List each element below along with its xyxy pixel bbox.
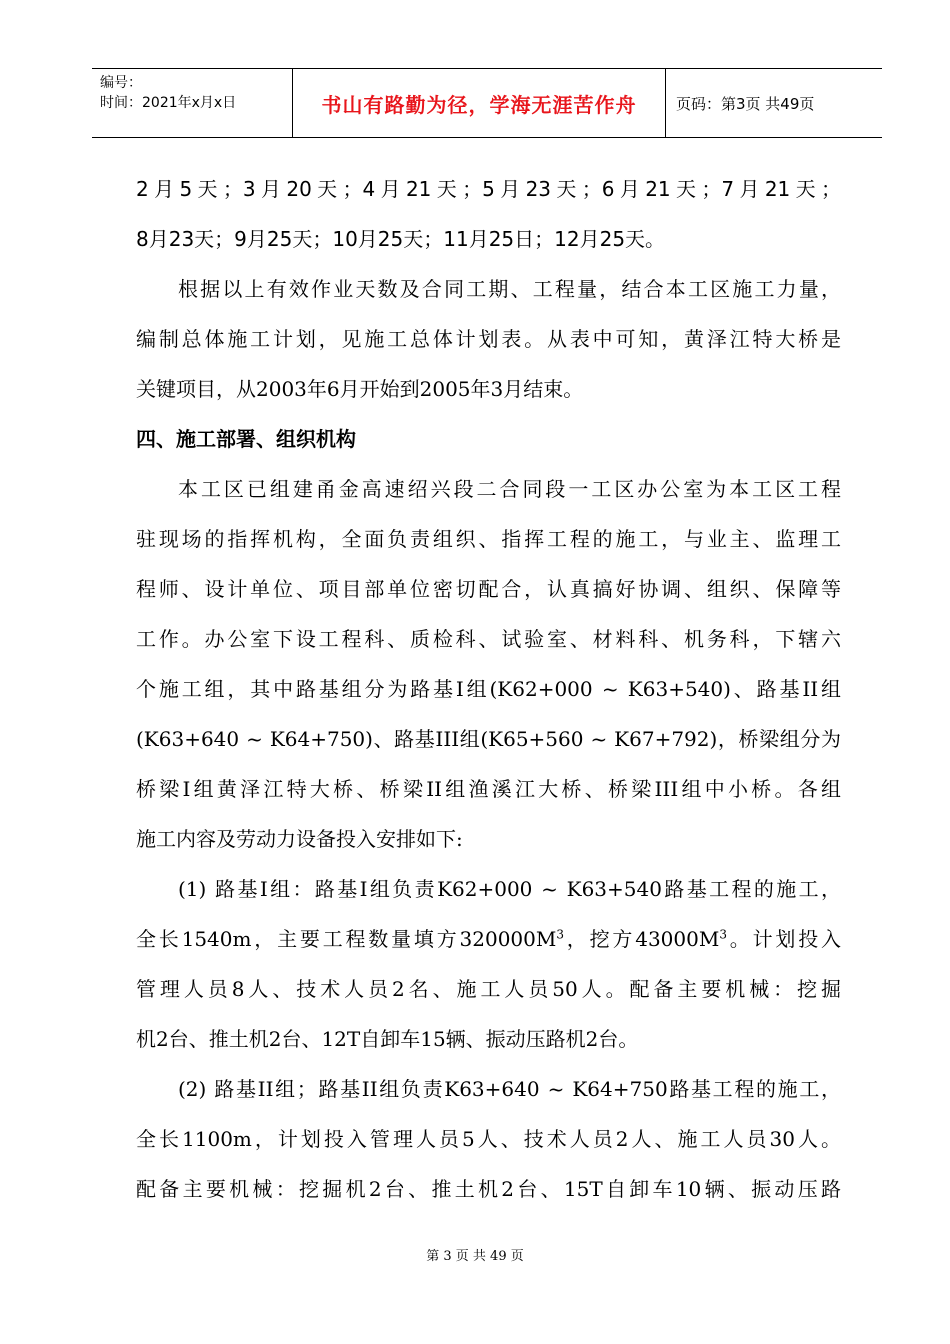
paragraph-line bbox=[136, 914, 841, 964]
paragraph-line: 程师、设计单位、项目部单位密切配合，认真搞好协调、组织、保障等 bbox=[136, 577, 841, 601]
page-header bbox=[92, 68, 882, 138]
header-page-info: 页码：第3页 共49页 bbox=[676, 94, 815, 113]
header-meta bbox=[92, 69, 293, 137]
paragraph-line: 个施工组，其中路基组分为路基I组(K62+000 ~ K63+540)、路基II组 bbox=[136, 677, 841, 701]
paragraph-line: 关键项目，从2003年6月开始到2005年3月结束。 bbox=[136, 377, 584, 401]
document-body bbox=[136, 164, 841, 1214]
paragraph-line: 全长1100m，计划投入管理人员5人、技术人员2人、施工人员30人。 bbox=[136, 1127, 841, 1151]
paragraph-line: 2月5天；3月20天；4月21天；5月23天；6月21天；7月21天； bbox=[136, 177, 841, 201]
paragraph-line: 配备主要机械：挖掘机2台、推土机2台、15T自卸车10辆、振动压路 bbox=[136, 1177, 841, 1201]
paragraph-line: (1) 路基I组：路基I组负责K62+000 ~ K63+540路基工程的施工， bbox=[178, 877, 841, 901]
paragraph-line: 施工内容及劳动力设备投入安排如下: bbox=[136, 827, 463, 851]
paragraph-line: 驻现场的指挥机构，全面负责组织、指挥工程的施工，与业主、监理工 bbox=[136, 527, 841, 551]
paragraph-line: 根据以上有效作业天数及合同工期、工程量，结合本工区施工力量， bbox=[178, 277, 841, 301]
header-motto: 书山有路勤为径，学海无涯苦作舟 bbox=[293, 69, 666, 137]
paragraph-line: (2) 路基II组；路基II组负责K63+640 ~ K64+750路基工程的施工， bbox=[178, 1077, 841, 1101]
paragraph-line: (K63+640 ~ K64+750)、路基III组(K65+560 ~ K67+792)，桥梁组分为 bbox=[136, 727, 841, 751]
paragraph-line: 编制总体施工计划，见施工总体计划表。从表中可知，黄泽江特大桥是 bbox=[136, 327, 841, 351]
paragraph-line: 桥梁I组黄泽江特大桥、桥梁II组渔溪江大桥、桥梁III组中小桥。各组 bbox=[136, 777, 841, 801]
paragraph-line: 机2台、推土机2台、12T自卸车15辆、振动压路机2台。 bbox=[136, 1027, 639, 1051]
serial-label: 编号： bbox=[100, 75, 142, 91]
line-text: 全长1540m，主要工程数量填方320000M bbox=[136, 927, 557, 951]
superscript: 3 bbox=[719, 927, 727, 942]
paragraph-line: 8月23天；9月25天；10月25天；11月25日；12月25天。 bbox=[136, 227, 666, 251]
paragraph-line: 管理人员8人、技术人员2名、施工人员50人。配备主要机械：挖掘 bbox=[136, 977, 841, 1001]
paragraph-line: 工作。办公室下设工程科、质检科、试验室、材料科、机务科，下辖六 bbox=[136, 627, 841, 651]
line-text: ，挖方43000M bbox=[564, 927, 720, 951]
superscript: 3 bbox=[556, 927, 564, 942]
line-text: 。计划投入 bbox=[726, 927, 841, 951]
time-label: 时间：2021年x月x日 bbox=[100, 95, 237, 111]
section-heading: 四、施工部署、组织机构 bbox=[136, 427, 356, 451]
paragraph-line: 本工区已组建甬金高速绍兴段二合同段一工区办公室为本工区工程 bbox=[178, 477, 841, 501]
page-footer: 第 3 页 共 49 页 bbox=[426, 1249, 524, 1264]
